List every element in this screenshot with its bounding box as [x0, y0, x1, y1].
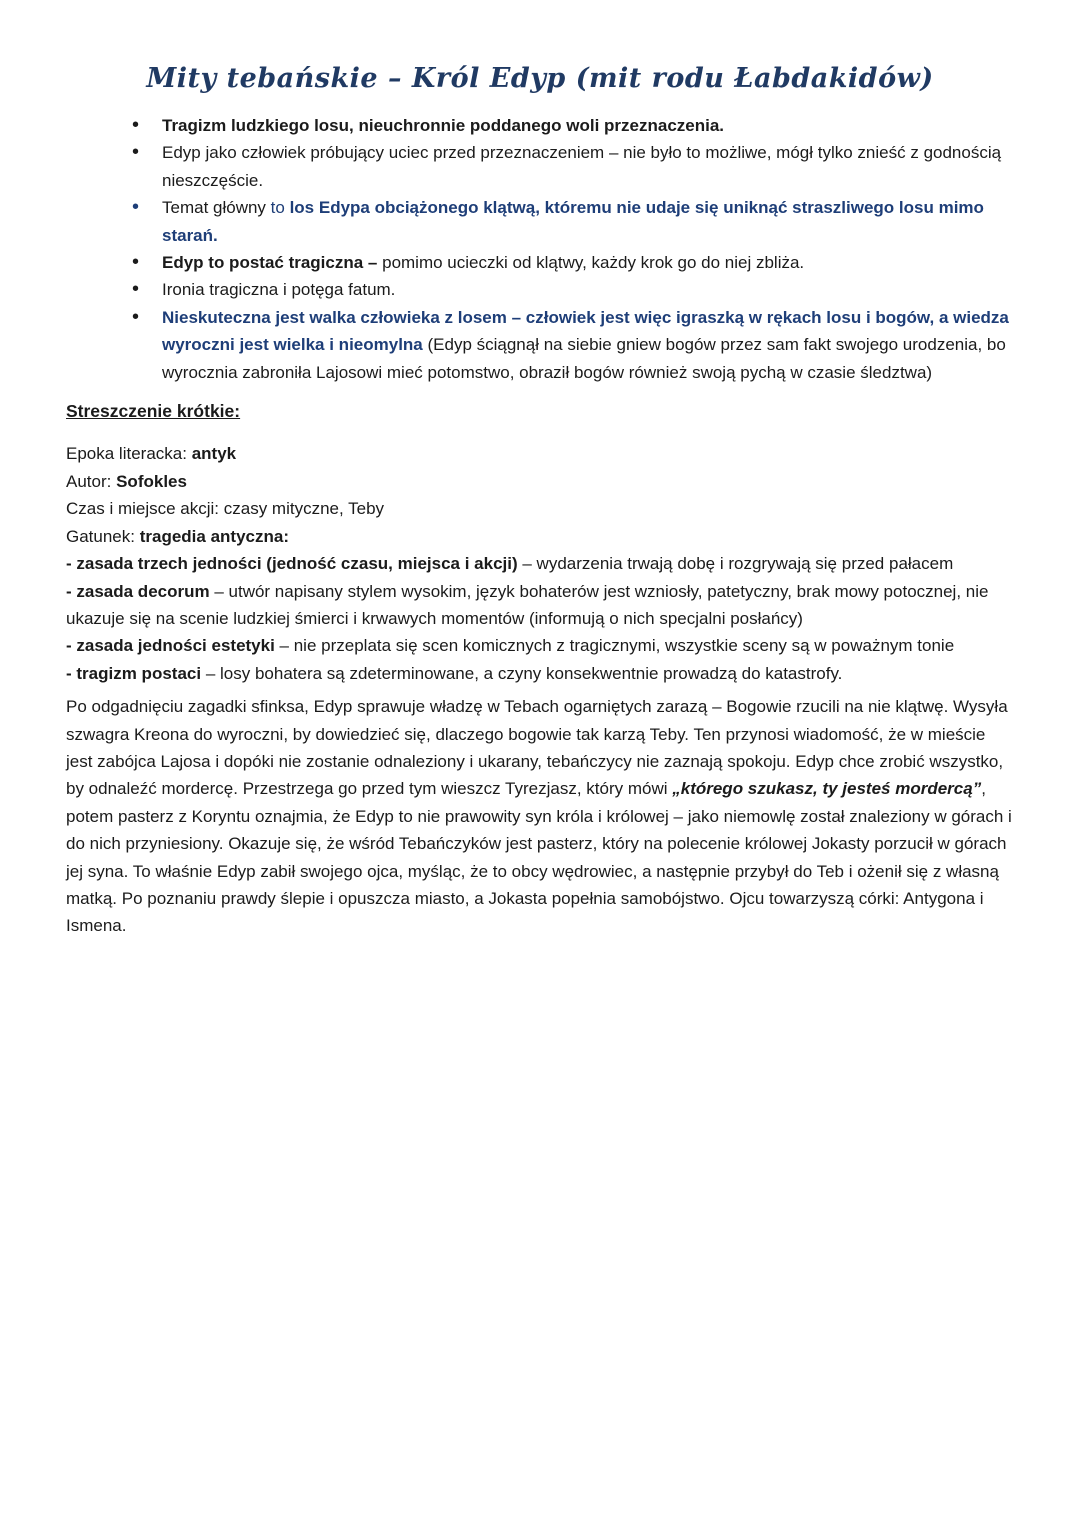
text-segment: Tragizm ludzkiego losu, nieuchronnie poddanego woli przeznaczenia. — [162, 116, 725, 135]
meta-line — [66, 495, 1014, 522]
text-segment: - zasada jedności estetyki — [66, 636, 275, 656]
text-segment: Ironia tragiczna i potęga fatum. — [162, 280, 396, 300]
text-segment: , potem pasterz z Koryntu oznajmia, że Edyp to nie prawowity syn króla i królowej – jako niemowlę został znaleziony w górach i do nich przyniesiony. Okazuje się, że wśród Tebańczyków jest pasterz, który na polecenie królowej Jokasty porzucił w górach jej syna. To właśnie Edyp zabił swojego ojca, myśląc, że to obcy wędrowiec, a następnie przybył do Teb i ożenił się z własną matką. Po poznaniu prawdy ślepie i opuszcza miasto, a Jokasta popełnia samobójstwo. Ojcu towarzyszą córki: Antygona i Ismena. — [66, 779, 1012, 936]
page-title: Mity tebańskie – Król Edyp (mit rodu Łabdakidów) — [146, 63, 934, 94]
genre-rules-list — [66, 550, 1014, 687]
text-segment: Edyp jako człowiek próbujący uciec przed przeznaczeniem – nie było to możliwe, mógł tylko znieść z godnością nieszczęście. — [162, 143, 1002, 190]
bullet-item — [162, 194, 1014, 249]
meta-list — [66, 440, 1014, 550]
text-segment: tragedia antyczna: — [139, 526, 289, 546]
text-segment: antyk — [191, 444, 237, 464]
text-segment: „którego szukasz, ty jesteś mordercą” — [672, 779, 982, 799]
bullet-item — [162, 249, 1014, 276]
meta-line — [66, 440, 1014, 467]
text-segment: – utwór napisany stylem wysokim, język bohaterów jest wzniosły, patetyczny, brak mowy potocznej, nie ukazuje się na scenie ludzkiej śmierci i krwawych momentów (informują o nich specjalni posłańcy) — [66, 581, 989, 628]
text-segment: Sofokles — [116, 471, 187, 491]
text-segment: – wydarzenia trwają dobę i rozgrywają się przed pałacem — [517, 554, 954, 574]
text-segment: - tragizm postaci — [66, 663, 202, 683]
text-segment: - zasada trzech jedności (jedność czasu, miejsca i akcji) — [66, 554, 518, 574]
text-segment: Gatunek: — [66, 526, 140, 546]
bullet-item — [162, 276, 1014, 303]
rule-line — [66, 578, 1014, 633]
text-segment: los Edypa obciążonego klątwą, któremu nie udaje się uniknąć straszliwego losu mimo starań. — [162, 198, 984, 245]
text-segment: Autor: — [66, 471, 117, 491]
rule-line — [66, 550, 1014, 577]
text-segment: to — [270, 198, 290, 218]
rule-line — [66, 632, 1014, 659]
text-segment: - zasada decorum — [66, 581, 210, 601]
bullet-item — [162, 304, 1014, 386]
text-segment: – losy bohatera są zdeterminowane, a czyny konsekwentnie prowadzą do katastrofy. — [201, 663, 843, 683]
text-segment: Epoka literacka: — [66, 444, 192, 464]
text-segment: pomimo ucieczki od klątwy, każdy krok go do niej zbliża. — [377, 253, 805, 273]
summary-paragraph — [66, 693, 1014, 940]
bullet-item — [162, 112, 1014, 139]
text-segment: Po odgadnięciu zagadki sfinksa, Edyp sprawuje władzę w Tebach ogarniętych zarazą – Bogowie rzucili na nie klątwę. Wysyła szwagra Kreona do wyroczni, by dowiedzieć się, dlaczego bogowie tak karzą Teby. Ten przynosi wiadomość, że w mieście jest zabójca Lajosa i dopóki nie zostanie odnaleziony i ukarany, tebańczycy nie zaznają spokoju. Edyp chce zrobić wszystko, by odnaleźć mordercę. Przestrzega go przed tym wieszcz Tyrezjasz, który mówi — [66, 697, 1008, 799]
bullet-item — [162, 139, 1014, 194]
text-segment: Nieskuteczna jest walka człowieka z losem – człowiek jest więc igraszką w rękach losu i bogów, a wiedza wyroczni jest wielka i nieomylna — [162, 307, 1009, 355]
rule-line — [66, 660, 1014, 687]
section-heading: Streszczenie krótkie: — [66, 401, 241, 422]
text-segment: Edyp to postać tragiczna – — [162, 253, 378, 273]
meta-line — [66, 468, 1014, 495]
bullet-list — [66, 112, 1014, 386]
text-segment: – nie przeplata się scen komicznych z tragicznymi, wszystkie sceny są w poważnym tonie — [274, 636, 955, 656]
text-segment: Czas i miejsce akcji: czasy mityczne, Teby — [66, 499, 385, 519]
text-segment: (Edyp ściągnął na siebie gniew bogów przez sam fakt swojego urodzenia, bo wyrocznia zabroniła Lajosowi mieć potomstwo, obraził bogów również swoją pychą w czasie śledztwa) — [162, 335, 1006, 382]
meta-line — [66, 523, 1014, 550]
text-segment: Temat główny — [162, 198, 271, 218]
